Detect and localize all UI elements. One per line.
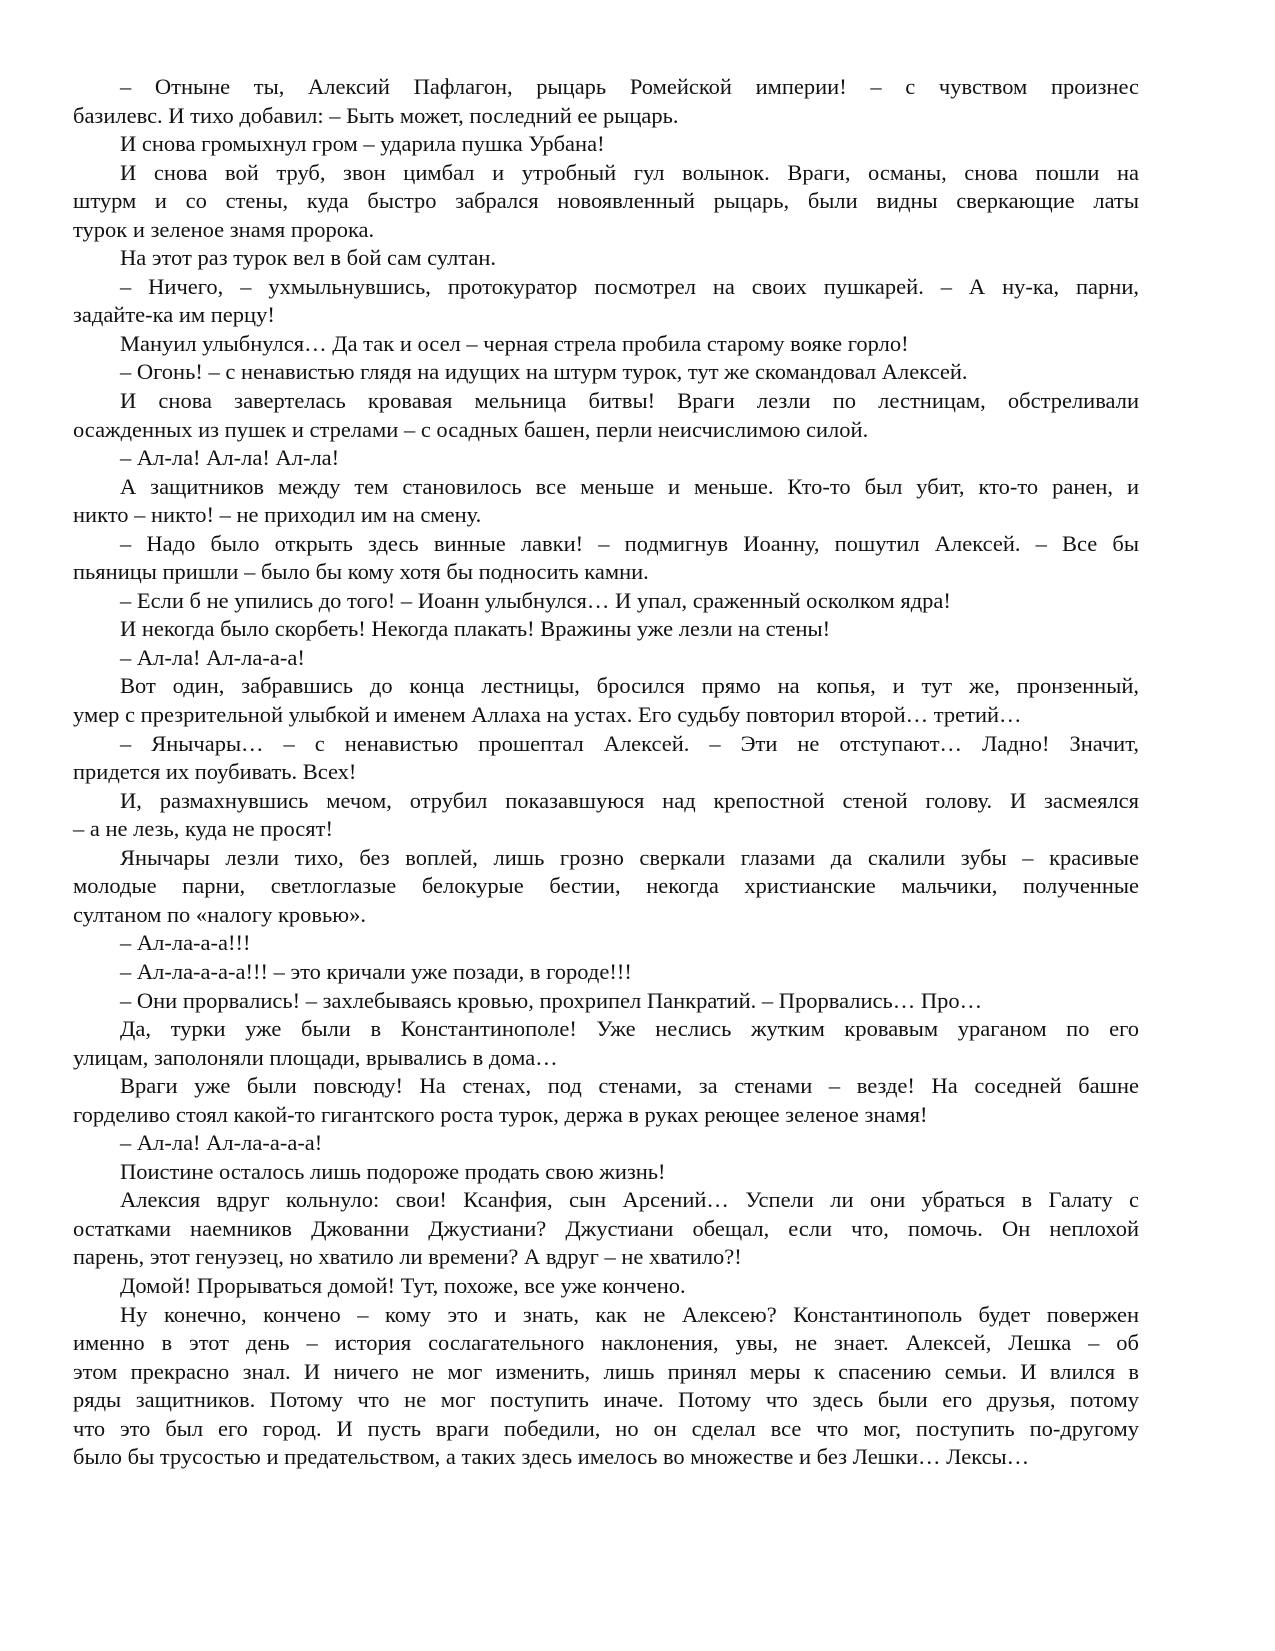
paragraph — [73, 530, 1139, 587]
text-line: турок и зеленое знамя пророка. — [73, 216, 375, 242]
paragraph — [73, 787, 1139, 844]
text-line: Мануил улыбнулся… Да так и осел – черная стрела пробила старому вояке горло! — [120, 330, 909, 356]
text-line: Ну конечно, кончено – кому это и знать, как не Алексею? Константинополь будет повержен — [120, 1301, 1139, 1327]
text-line: – Ал-ла! Ал-ла! Ал-ла! — [120, 445, 340, 471]
text-line: Поистине осталось лишь подороже продать свою жизнь! — [120, 1158, 666, 1184]
text-line: задайте-ка им перцу! — [73, 302, 275, 328]
text-line: Да, турки уже были в Константинополе! Уже неслись жутким кровавым ураганом по его — [120, 1016, 1139, 1042]
text-line: придется их поубивать. Всех! — [73, 759, 357, 785]
text-line: – Ал-ла! Ал-ла-а-а! — [120, 644, 305, 670]
paragraph — [73, 929, 1139, 958]
paragraph — [73, 672, 1139, 729]
text-line: никто – никто! – не приходил им на смену. — [73, 502, 482, 528]
text-line: А защитников между тем становилось все меньше и меньше. Кто-то был убит, кто-то ранен, и — [120, 473, 1139, 499]
text-line: было бы трусостью и предательством, а таких здесь имелось во множестве и без Лешки… Лексы… — [73, 1444, 1030, 1470]
paragraph — [73, 1129, 1139, 1158]
paragraph — [73, 615, 1139, 644]
text-line: – Ничего, – ухмыльнувшись, протокуратор посмотрел на своих пушкарей. – А ну-ка, парни, — [120, 273, 1139, 299]
paragraph — [73, 159, 1139, 245]
text-line: Враги уже были повсюду! На стенах, под стенами, за стенами – везде! На соседней башне — [120, 1073, 1139, 1099]
text-line: – Отныне ты, Алексий Пафлагон, рыцарь Ромейской империи! – с чувством произнес — [120, 74, 1139, 99]
text-line: И некогда было скорбеть! Некогда плакать! Вражины уже лезли на стены! — [120, 616, 831, 642]
paragraph — [73, 330, 1139, 359]
paragraph — [73, 1272, 1139, 1301]
text-line: горделиво стоял какой-то гигантского роста турок, держа в руках реющее зеленое знамя! — [73, 1101, 928, 1127]
text-line: И, размахнувшись мечом, отрубил показавшуюся над крепостной стеной голову. И засмеялся — [120, 787, 1139, 813]
text-line: остатками наемников Джованни Джустиани? Джустиани обещал, если что, помочь. Он неплохой — [73, 1215, 1139, 1241]
text-line: ряды защитников. Потому что не мог поступить иначе. Потому что здесь были его друзья, потому — [73, 1387, 1139, 1413]
text-line: На этот раз турок вел в бой сам султан. — [120, 245, 497, 271]
text-line: – Ал-ла! Ал-ла-а-а-а! — [120, 1130, 323, 1156]
paragraph — [73, 730, 1139, 787]
text-line: именно в этот день – история сослагательного наклонения, увы, не знает. Алексей, Лешка – об — [73, 1330, 1139, 1356]
paragraph — [73, 387, 1139, 444]
text-line: штурм и со стены, куда быстро забрался новоявленный рыцарь, были видны сверкающие латы — [73, 188, 1139, 214]
paragraph — [73, 358, 1139, 387]
text-line: И снова завертелась кровавая мельница битвы! Враги лезли по лестницам, обстреливали — [120, 388, 1139, 414]
text-line: И снова громыхнул гром – ударила пушка Урбана! — [120, 131, 605, 157]
text-line: – Ал-ла-а-а!!! — [120, 930, 251, 956]
text-line: – Ал-ла-а-а-а!!! – это кричали уже позади, в городе!!! — [120, 958, 632, 984]
text-line: парень, этот генуэзец, но хватило ли времени? А вдруг – не хватило?! — [73, 1244, 742, 1270]
paragraph — [73, 958, 1139, 987]
paragraph — [73, 73, 1139, 130]
text-line: базилевс. И тихо добавил: – Быть может, последний ее рыцарь. — [73, 102, 679, 128]
text-line: Домой! Прорываться домой! Тут, похоже, все уже кончено. — [120, 1272, 686, 1298]
paragraph — [73, 587, 1139, 616]
text-line: этом прекрасно знал. И ничего не мог изменить, лишь принял меры к спасению семьи. И влился в — [73, 1358, 1139, 1384]
paragraph — [73, 1186, 1139, 1272]
text-line: Янычары лезли тихо, без воплей, лишь грозно сверкали глазами да скалили зубы – красивые — [120, 844, 1139, 870]
paragraph — [73, 473, 1139, 530]
document-page — [73, 73, 1139, 1472]
text-line: – Янычары… – с ненавистью прошептал Алексей. – Эти не отступают… Ладно! Значит, — [120, 730, 1139, 756]
paragraph — [73, 844, 1139, 930]
text-line: осажденных из пушек и стрелами – с осадных башен, перли неисчислимою силой. — [73, 416, 869, 442]
text-line: молодые парни, светлоглазые белокурые бестии, некогда христианские мальчики, полученные — [73, 873, 1139, 899]
paragraph — [73, 644, 1139, 673]
paragraph — [73, 1015, 1139, 1072]
paragraph — [73, 987, 1139, 1016]
paragraph — [73, 444, 1139, 473]
text-line: улицам, заполоняли площади, врывались в дома… — [73, 1044, 558, 1070]
paragraph — [73, 273, 1139, 330]
text-line: – Они прорвались! – захлебываясь кровью, прохрипел Панкратий. – Прорвались… Про… — [120, 987, 983, 1013]
text-line: что это был его город. И пусть враги победили, но он сделал все что мог, поступить по-другому — [73, 1415, 1139, 1441]
text-line: Алексия вдруг кольнуло: свои! Ксанфия, сын Арсений… Успели ли они убраться в Галату с — [120, 1187, 1139, 1213]
paragraph — [73, 130, 1139, 159]
text-line: – а не лезь, куда не просят! — [73, 816, 333, 842]
paragraph — [73, 1301, 1139, 1472]
text-line: умер с презрительной улыбкой и именем Аллаха на устах. Его судьбу повторил второй… третий… — [73, 702, 1022, 728]
paragraph — [73, 1158, 1139, 1187]
text-line: султаном по «налогу кровью». — [73, 901, 366, 927]
text-line: – Если б не упились до того! – Иоанн улыбнулся… И упал, сраженный осколком ядра! — [120, 587, 951, 613]
text-line: – Огонь! – с ненавистью глядя на идущих на штурм турок, тут же скомандовал Алексей. — [120, 359, 968, 385]
text-line: – Надо было открыть здесь винные лавки! – подмигнув Иоанну, пошутил Алексей. – Все бы — [120, 530, 1139, 556]
paragraph — [73, 244, 1139, 273]
text-line: Вот один, забравшись до конца лестницы, бросился прямо на копья, и тут же, пронзенный, — [120, 673, 1139, 699]
text-line: И снова вой труб, звон цимбал и утробный гул волынок. Враги, османы, снова пошли на — [120, 159, 1139, 185]
text-line: пьяницы пришли – было бы кому хотя бы подносить камни. — [73, 559, 649, 585]
paragraph — [73, 1072, 1139, 1129]
